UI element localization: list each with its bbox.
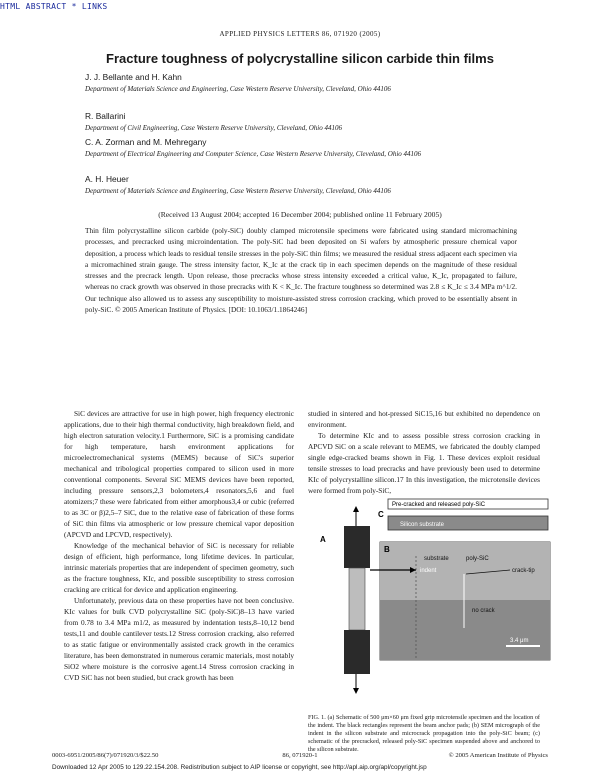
author-names: A. H. Heuer (85, 174, 129, 184)
author-names: R. Ballarini (85, 111, 126, 121)
figure-caption: FIG. 1. (a) Schematic of 500 μm×60 μm fixed grip microtensile specimen and the location of the indent. The black rectangles represent the beam anchor pads; (b) SEM micrograph of the indent in the silicon substrate and microcrack propagation into the poly-SiC beam; (c) schematic of the precracked, released poly-SiC specimen suspended above and anchored to the silicon substrate. (308, 714, 540, 754)
panel-c-bottom-label: Silicon substrate (400, 522, 445, 528)
body-left-column (64, 408, 294, 683)
journal-header: APPLIED PHYSICS LETTERS 86, 071920 (2005) (219, 30, 381, 38)
paper-title: Fracture toughness of polycrystalline silicon carbide thin films (106, 51, 494, 66)
panel-b-nocrack-label: no crack (472, 608, 495, 614)
body-paragraph: To determine KIc and to assess possible stress corrosion cracking in APCVD SiC on a scale relevant to MEMS, we fabricated the doubly clamped single edge-cracked beams shown in Fig. 1. These devices exploit residual tensile stresses to load precracks and have previously been used to determine KIc of polycrystalline silicon.17 In this investigation, the microtensile devices were formed from poly-SiC, (308, 431, 540, 495)
body-right-column (308, 408, 540, 496)
abstract-links-bar[interactable]: HTML ABSTRACT * LINKS (0, 2, 108, 11)
received-dates: (Received 13 August 2004; accepted 16 December 2004; published online 11 February 2005) (158, 210, 442, 219)
panel-c-top-label: Pre-cracked and released poly-SiC (392, 502, 486, 508)
download-notice: Downloaded 12 Apr 2005 to 129.22.154.208. Redistribution subject to AIP license or copyright, see http://apl.aip.org/apl/copyright.jsp (52, 764, 427, 771)
panel-a-letter: A (320, 535, 326, 544)
abstract-text: Thin film polycrystalline silicon carbide (poly-SiC) doubly clamped microtensile specimens were fabricated using standard micromachining processes, and precracked using microindentation. The poly-SiC had been deposited on Si wafers by atmospheric pressure chemical vapor deposition, a process which leads to residual tensile stresses in the poly-SiC thin films; we measured the residual stress adjacent each specimen via a micromachined strain gauge. The stress intensity factor, K_Ic at the crack tip in each specimen depends on the magnitude of these residual stresses and the precrack length. Upon release, those precracks whose stress intensity exceeded a critical value, K_Ic, propagated to failure, whereas no crack growth was observed in those precracks with K < K_Ic. The fracture toughness so determined was 2.8 ≤ K_Ic ≤ 3.4 MPa m^1/2. Our technique also allowed us to assess any susceptibility to moisture-assisted stress corrosion cracking, which proved to be essentially absent in poly-SiC. © 2005 American Institute of Physics. [DOI: 10.1063/1.1864246] (85, 226, 517, 315)
body-paragraph: studied in sintered and hot-pressed SiC15,16 but exhibited no dependence on environment. (308, 409, 540, 429)
author-affiliation: Department of Electrical Engineering and Computer Science, Case Western Reserve University, Cleveland, Ohio 44106 (85, 150, 422, 158)
figure-1 (320, 496, 551, 711)
panel-b-substrate-label: substrate (424, 556, 449, 562)
author-affiliation: Department of Materials Science and Engineering, Case Western Reserve University, Cleveland, Ohio 44106 (85, 85, 391, 93)
panel-b-micrograph (370, 542, 550, 660)
body-paragraph: SiC devices are attractive for use in high power, high frequency electronic applications, due to their high thermal conductivity, high breakdown field, and high electron saturation velocity.1 Furthermore, SiC is a promising candidate for high temperature, harsh environment applications for microelectromechanical systems (MEMS) because of SiC's superior mechanical and tribological properties compared to silicon used in more conventional components. Several SiC MEMS devices have been reported, including pressure sensors,2,3 bolometers,4 resonators,5,6 and fuel atomizers;7 these were fabricated from either amorphous3,4 or cubic (referred to as 3C or β)2,5–7 SiC, due to the relative ease of fabrication of these forms of SiC thin films via atmospheric or low pressure chemical vapor deposition (APCVD and LPCVD, respectively). (64, 409, 294, 539)
body-paragraph: Unfortunately, previous data on these properties have not been conclusive. KIc values for bulk CVD polycrystalline SiC (poly-SiC)8–13 have varied from 0.78 to 3.4 MPa m1/2, as measured by indentation tests,8–10,12 bend tests,11 and double cantilever tests.12 Stress corrosion cracking, also referred to as static fatigue or environmentally assisted crack growth in the ceramics literature, has been demonstrated in numerous ceramic materials, most notably SiO2 where moisture is the corrosive agent.14 Stress corrosion cracking in CVD SiC has not been studied, but crack growth has been (64, 596, 294, 682)
author-names: J. J. Bellante and H. Kahn (85, 72, 182, 82)
author-names: C. A. Zorman and M. Mehregany (85, 137, 207, 147)
panel-b-letter: B (384, 545, 390, 554)
author-affiliation: Department of Materials Science and Engineering, Case Western Reserve University, Cleveland, Ohio 44106 (85, 187, 391, 195)
footer-left: 0003-6951/2005/86(7)/071920/3/$22.50 (52, 752, 159, 759)
author-affiliation: Department of Civil Engineering, Case Western Reserve University, Cleveland, Ohio 44106 (85, 124, 342, 132)
panel-b-scale-label: 3.4 μm (510, 638, 529, 644)
footer-right: © 2005 American Institute of Physics (448, 752, 548, 759)
panel-b-polysic-label: poly-SiC (466, 556, 489, 562)
panel-b-indent-label: indent (420, 568, 437, 574)
panel-b-cracktip-label: crack-tip (512, 568, 535, 574)
panel-c-letter: C (378, 510, 384, 519)
body-paragraph: Knowledge of the mechanical behavior of SiC is necessary for reliable design of efficient, high performance, long lifetime devices. In particular, intrinsic materials properties that are independent of specimen geometry, such as the fracture toughness, KIc, and possible susceptibility to stress corrosion cracking are critical for device and application engineering. (64, 541, 294, 594)
footer-center: 86, 071920-1 (282, 752, 318, 759)
